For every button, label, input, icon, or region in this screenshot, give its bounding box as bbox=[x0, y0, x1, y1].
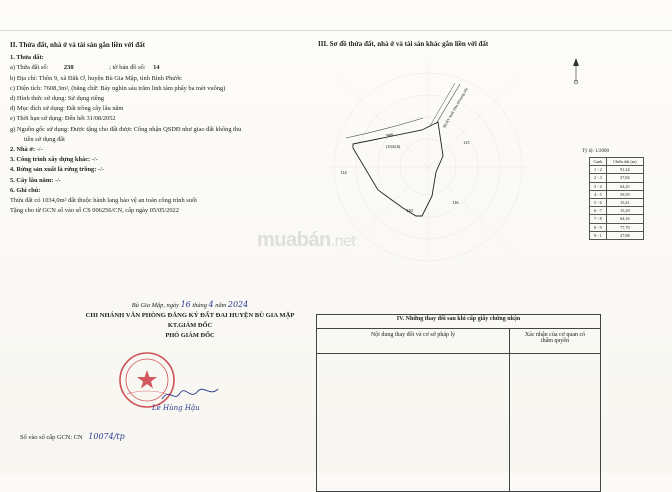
notes-label: 6. Ghi chú: bbox=[10, 186, 41, 194]
forest-line bbox=[10, 165, 310, 175]
top-rule bbox=[0, 30, 672, 31]
date-year-label: năm bbox=[215, 302, 227, 309]
edge-length: 64,16 bbox=[606, 215, 643, 223]
forest-label: 4. Rừng sản xuất là rừng trồng: bbox=[10, 166, 97, 174]
construction-line bbox=[10, 155, 310, 165]
changes-title: IV. Những thay đổi sau khi cấp giấy chứng nhận bbox=[317, 315, 601, 329]
note-line-1: Thửa đất có 1034,0m² đất thuộc hành lang bảo vệ an toàn công trình suối bbox=[10, 197, 197, 205]
edge-header-b: Chiều dài (m) bbox=[606, 158, 643, 166]
changes-body-content bbox=[317, 354, 510, 492]
construction-value: -/- bbox=[91, 156, 98, 164]
edge-name: 9 - 1 bbox=[590, 231, 607, 239]
edge-row bbox=[590, 198, 644, 206]
deputy-director: PHÓ GIÁM ĐỐC bbox=[165, 332, 215, 339]
sheet-label: ; tờ bản đồ số: bbox=[109, 64, 146, 72]
changes-header-row bbox=[317, 329, 601, 354]
north-arrow-icon bbox=[573, 58, 579, 84]
land-info-section bbox=[10, 40, 310, 216]
changes-col-content: Nội dung thay đổi và cơ sở pháp lý bbox=[317, 329, 510, 354]
forest-value: -/- bbox=[97, 166, 104, 174]
scale-ratio: Tỷ lệ: 1/2000 bbox=[582, 149, 609, 154]
sheet-number: 14 bbox=[153, 64, 160, 72]
corridor-label: (1034,0) bbox=[386, 144, 401, 149]
parcel-number: 238 bbox=[63, 64, 74, 72]
date-month: 4 bbox=[208, 300, 214, 309]
perennial-value: -/- bbox=[54, 176, 61, 184]
handwritten-signature-icon bbox=[160, 385, 220, 405]
section-ii-title: II. Thửa đất, nhà ở và tài sản gắn liền với đất bbox=[10, 41, 145, 49]
office-name: CHI NHÁNH VĂN PHÒNG ĐĂNG KÝ ĐẤT ĐAI HUYỆN BÙ GIA MẬP bbox=[85, 312, 295, 319]
edge-name: 3 - 4 bbox=[590, 182, 607, 190]
usage-form-line: d) Hình thức sử dụng: Sử dụng riêng bbox=[10, 95, 104, 103]
edge-length: 59,59 bbox=[606, 190, 643, 198]
edge-header-a: Cạnh bbox=[590, 158, 607, 166]
edge-row bbox=[590, 174, 644, 182]
edge-length: 37,84 bbox=[606, 174, 643, 182]
edge-row bbox=[590, 190, 644, 198]
edge-name: 6 - 7 bbox=[590, 207, 607, 215]
edge-row bbox=[590, 215, 644, 223]
edge-row bbox=[590, 223, 644, 231]
serial-label: Số vào sổ cấp GCN: CN bbox=[20, 434, 83, 441]
map-section bbox=[318, 40, 663, 48]
changes-col-confirm-1: Xác nhận của cơ quan có bbox=[524, 332, 586, 338]
parcel-polygon bbox=[353, 122, 443, 216]
road-label: ĐLHV Suối 10m từ trung câu bbox=[442, 87, 469, 129]
house-line bbox=[10, 145, 310, 155]
edge-length: 77,79 bbox=[606, 223, 643, 231]
changes-col-confirm-2: thẩm quyền bbox=[540, 338, 570, 344]
edge-name: 2 - 3 bbox=[590, 174, 607, 182]
house-value: -/- bbox=[36, 146, 43, 154]
road-line-2 bbox=[430, 83, 455, 126]
neighbor-120: 120 bbox=[406, 208, 413, 213]
perennial-line bbox=[10, 176, 310, 186]
edge-length-table bbox=[589, 157, 644, 240]
perennial-label: 5. Cây lâu năm: bbox=[10, 176, 54, 184]
edge-length: 91,24 bbox=[606, 166, 643, 174]
edge-name: 7 - 8 bbox=[590, 215, 607, 223]
changes-title-row bbox=[317, 315, 601, 329]
map-background-pattern bbox=[328, 62, 528, 261]
watermark-main: muabán bbox=[257, 229, 331, 251]
parcel-line bbox=[10, 63, 310, 73]
area-line: c) Diện tích: 7608,3m², (bằng chữ: Bảy nghìn sáu trăm linh tám phẩy ba mét vuông) bbox=[10, 84, 226, 92]
origin-line-1: g) Nguồn gốc sử dụng: Được tặng cho đất được Công nhận QSDĐ như giao đất không thu bbox=[10, 125, 242, 133]
stream-label: suối bbox=[386, 132, 394, 137]
serial-line bbox=[20, 432, 125, 441]
origin-line-2: tiền sử dụng đất bbox=[24, 135, 65, 143]
neighbor-116: 116 bbox=[452, 200, 459, 205]
date-year: 2024 bbox=[227, 300, 249, 309]
date-prefix: Bù Gia Mập, ngày bbox=[131, 302, 179, 309]
issue-date-line bbox=[55, 300, 325, 311]
edge-table-header bbox=[590, 158, 644, 166]
edge-name: 1 - 2 bbox=[590, 166, 607, 174]
address-line: b) Địa chỉ: Thôn 9, xã Đăk Ơ, huyện Bù Gia Mập, tỉnh Bình Phước bbox=[10, 74, 182, 82]
edge-row bbox=[590, 207, 644, 215]
purpose-line: đ) Mục đích sử dụng: Đất trồng cây lâu năm bbox=[10, 105, 124, 113]
edge-length: 15,29 bbox=[606, 207, 643, 215]
edge-length: 27,88 bbox=[606, 231, 643, 239]
neighbor-115: 115 bbox=[463, 140, 470, 145]
signature-block bbox=[55, 300, 325, 341]
construction-label: 3. Công trình xây dựng khác: bbox=[10, 156, 91, 164]
note-line-2: Tặng cho từ GCN số vào sổ CS 006256/CN, cấp ngày 05/05/2022 bbox=[10, 207, 179, 215]
watermark-logo bbox=[257, 229, 355, 252]
edge-length: 64,25 bbox=[606, 182, 643, 190]
edge-row bbox=[590, 182, 644, 190]
stream-line bbox=[346, 118, 423, 138]
parcel-label: a) Thửa đất số: bbox=[10, 64, 49, 72]
edge-row bbox=[590, 231, 644, 239]
kt-director: KT.GIÁM ĐỐC bbox=[167, 322, 213, 329]
edge-row bbox=[590, 166, 644, 174]
date-day: 16 bbox=[180, 300, 191, 309]
edge-name: 8 - 9 bbox=[590, 223, 607, 231]
land-heading: 1. Thửa đất: bbox=[10, 54, 44, 62]
edge-length: 15,41 bbox=[606, 198, 643, 206]
section-iii-title: III. Sơ đồ thửa đất, nhà ở và tài sản khác gắn liền với đất bbox=[318, 40, 489, 48]
changes-table bbox=[316, 314, 601, 492]
serial-value: 10074/tp bbox=[88, 432, 125, 441]
date-month-label: tháng bbox=[192, 302, 207, 309]
neighbor-114: 114 bbox=[340, 170, 347, 175]
term-line: e) Thời hạn sử dụng: Đến hết 31/08/2052 bbox=[10, 115, 116, 123]
changes-body-row bbox=[317, 354, 601, 492]
watermark-net: .net bbox=[330, 233, 356, 250]
changes-col-confirm bbox=[510, 329, 601, 354]
edge-name: 5 - 6 bbox=[590, 198, 607, 206]
changes-body-confirm bbox=[510, 354, 601, 492]
signer-name: Lê Hùng Hậu bbox=[152, 404, 200, 412]
edge-name: 4 - 5 bbox=[590, 190, 607, 198]
house-label: 2. Nhà ở: bbox=[10, 146, 36, 154]
